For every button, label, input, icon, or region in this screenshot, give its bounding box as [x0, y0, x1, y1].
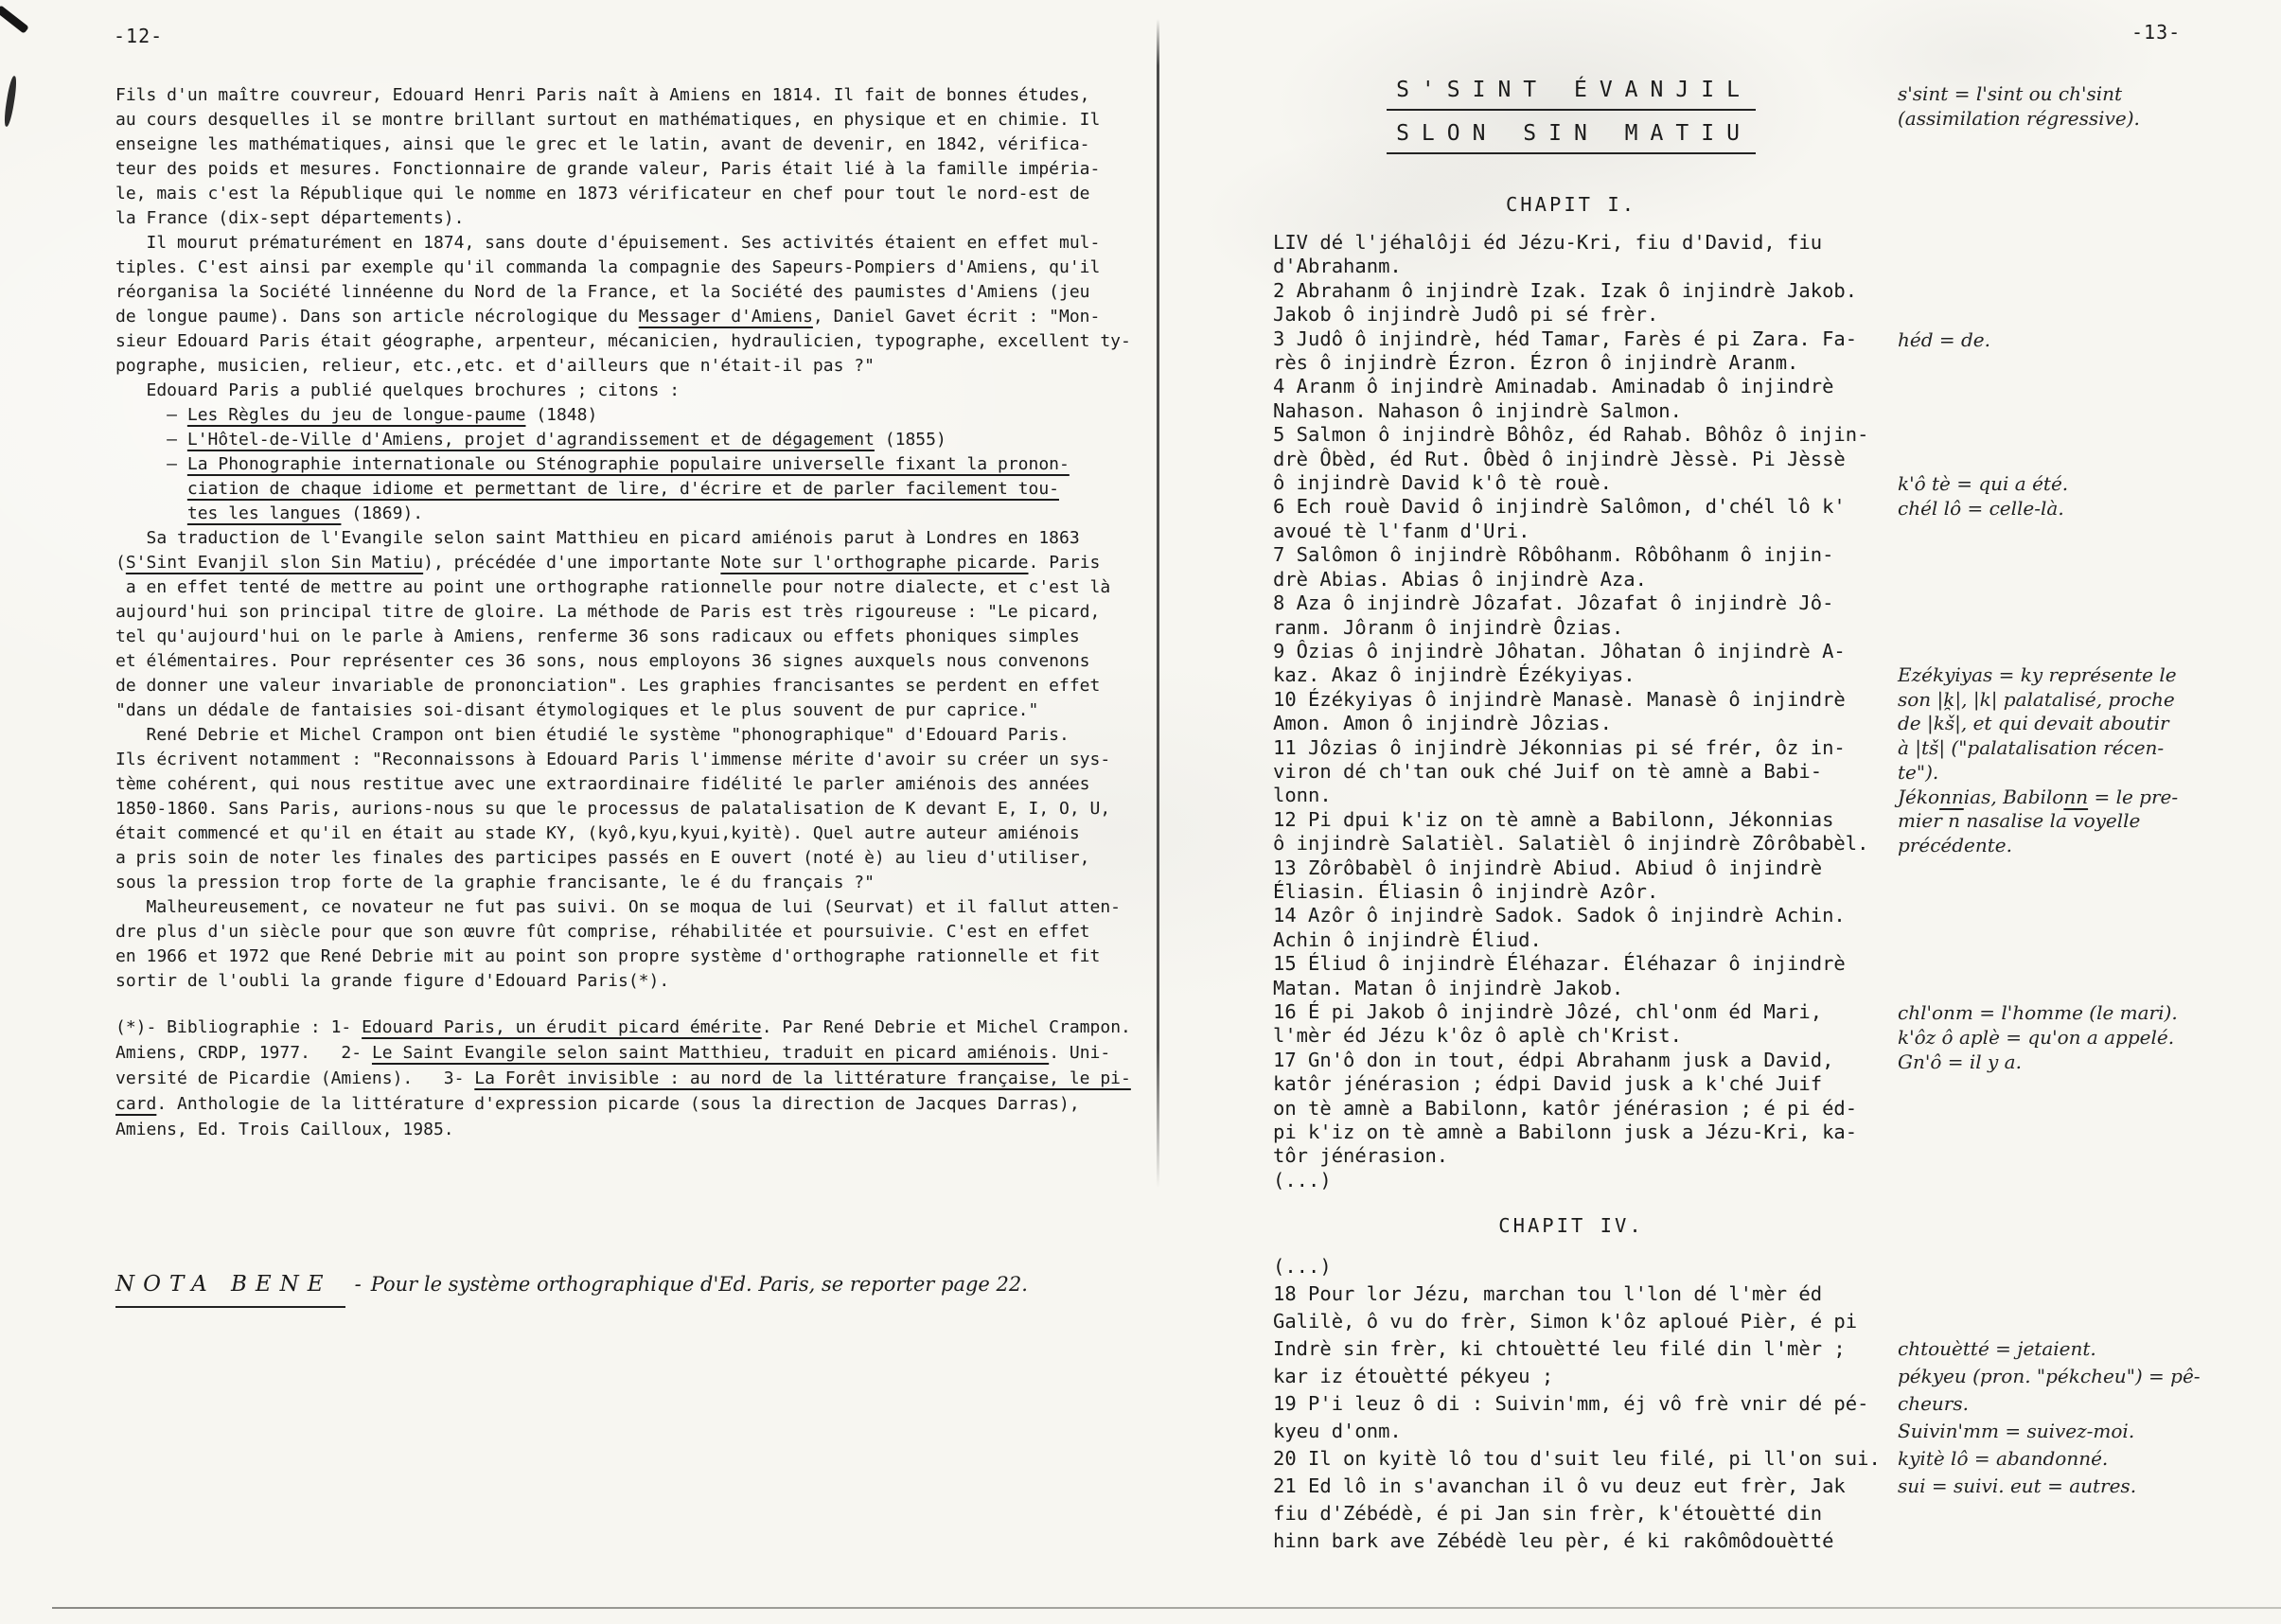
- text-segment: 4 Aranm ô injindrè Aminadab. Aminadab ô injindrè: [1273, 375, 1834, 398]
- left-page-bibliography: [115, 1015, 1131, 1142]
- text-line: [1898, 496, 2281, 521]
- text-line: [1273, 543, 1868, 567]
- text-line: [1273, 1335, 1881, 1363]
- text-segment: . Uni-: [1049, 1043, 1111, 1063]
- text-segment: lonn.: [1273, 784, 1332, 807]
- text-segment: sui = suivi. eut = autres.: [1898, 1474, 2137, 1497]
- text-segment: pékyeu (pron. "pékcheu") = pê-: [1898, 1365, 2201, 1387]
- left-page-body-text: [115, 83, 1131, 994]
- text-segment: 20 Il on kyitè lô tou d'suit leu filé, pi ll'on sui.: [1273, 1447, 1881, 1470]
- text-line: [115, 280, 1131, 305]
- text-line: [115, 182, 1131, 206]
- text-segment: drè Abias. Abias ô injindrè Aza.: [1273, 567, 1647, 591]
- text-segment: katôr jénérasion ; édpi David jusk a k'ché Juif: [1273, 1072, 1823, 1096]
- text-line: [1898, 1445, 2281, 1473]
- text-line: [1898, 688, 2281, 713]
- text-line: [115, 477, 1131, 502]
- text-line: [115, 502, 1131, 526]
- text-line: [115, 649, 1131, 674]
- text-segment: —: [115, 454, 187, 474]
- text-line: [1273, 760, 1868, 784]
- text-line: [115, 944, 1131, 969]
- text-line: [115, 871, 1131, 895]
- text-line: [1273, 423, 1868, 447]
- scan-smudge-icon: [3, 76, 18, 128]
- text-line: [115, 1066, 1131, 1091]
- text-segment: la France (dix-sept départements).: [115, 208, 465, 228]
- text-line: [1898, 786, 2281, 810]
- text-line: [1273, 255, 1868, 278]
- text-line: [115, 132, 1131, 157]
- text-line: [1273, 1363, 1881, 1390]
- text-line: [1273, 1308, 1881, 1335]
- text-segment: Jakob ô injindrè Judô pi sé frèr.: [1273, 303, 1659, 327]
- text-line: [1273, 279, 1868, 303]
- text-line: [115, 526, 1131, 551]
- text-segment: 9 Ôzias ô injindrè Jôhatan. Jôhatan ô injindrè A-: [1273, 639, 1846, 662]
- text-line: [1273, 568, 1868, 591]
- margin-note: [1898, 81, 2281, 131]
- text-segment: tiples. C'est ainsi par exemple qu'il commanda la compagnie des Sapeurs-Pompiers d'Amiens, qu'il: [115, 257, 1101, 277]
- text-segment: . Paris: [1028, 553, 1101, 573]
- text-line: [115, 575, 1131, 600]
- text-line: [1898, 809, 2281, 834]
- text-segment: Éliasin. Éliasin ô injindrè Azôr.: [1273, 879, 1659, 903]
- text-segment: chtouètté = jetaient.: [1898, 1337, 2096, 1360]
- text-line: [115, 772, 1131, 797]
- text-segment: k'ô tè = qui a été.: [1898, 472, 2069, 495]
- text-line: [1273, 640, 1868, 663]
- text-line: [115, 821, 1131, 846]
- text-segment: teur des poids et mesures. Fonctionnaire de grande valeur, Paris était lié à la famille impéria-: [115, 159, 1101, 179]
- text-segment: cheurs.: [1898, 1392, 1969, 1415]
- text-segment: aujourd'hui son principal titre de gloire. La méthode de Paris est très rigoureuse : "Le picard,: [115, 602, 1101, 622]
- underlined-text: S'Sint Evanjil slon Sin Matiu: [125, 553, 424, 573]
- text-line: [1273, 832, 1868, 856]
- underlined-text: L'Hôtel-de-Ville d'Amiens, projet d'agrandissement et de dégagement: [186, 430, 875, 450]
- text-segment: Matan. Matan ô injindrè Jakob.: [1273, 976, 1624, 999]
- text-line: [115, 379, 1131, 403]
- margin-note: [1898, 327, 2281, 352]
- text-segment: de longue paume). Dans son article nécrologique du: [115, 307, 639, 327]
- text-segment: Gn'ô = il y a.: [1898, 1050, 2022, 1073]
- text-segment: sieur Edouard Paris était géographe, arpenteur, mécanicien, hydraulicien, typographe, excellent ty-: [115, 331, 1131, 351]
- text-segment: de donner une valeur invariable de prononciation". Les graphies francisantes se perdent en effet: [115, 676, 1101, 696]
- text-line: [1273, 1144, 1868, 1168]
- text-segment: ), précédée d'une importante: [423, 553, 721, 573]
- text-line: [115, 108, 1131, 132]
- text-line: [1898, 106, 2281, 131]
- text-segment: 12 Pi dpui k'iz on tè amnè a Babilonn, Jékonnias: [1273, 807, 1834, 831]
- text-segment: sortir de l'oubli la grande figure d'Edouard Paris(*).: [115, 971, 670, 991]
- text-line: [1273, 1169, 1868, 1192]
- text-line: [1273, 1024, 1868, 1048]
- text-segment: Malheureusement, ce novateur ne fut pas suivi. On se moqua de lui (Seurvat) et il fallut atten-: [115, 897, 1122, 917]
- text-segment: était commencé et qu'il en était au stade KY, (kyô,kyu,kyui,kyitè). Quel autre auteur amiénois: [115, 823, 1080, 843]
- text-line: [115, 846, 1131, 871]
- text-segment: chl'onm = l'homme (le mari).: [1898, 1001, 2178, 1024]
- text-segment: enseigne les mathématiques, ainsi que le grec et le latin, avant de devenir, en 1842, vérifica-: [115, 134, 1090, 154]
- text-segment: 21 Ed lô in s'avanchan il ô vu deuz eut frèr, Jak: [1273, 1474, 1846, 1497]
- text-segment: dre plus d'un siècle pour que son œuvre fût comprise, réhabilitée et poursuivie. C'est en effet: [115, 922, 1090, 942]
- text-segment: 6 Ech rouè David ô injindrè Salômon, d'chél lô k': [1273, 495, 1846, 519]
- text-line: [115, 452, 1131, 477]
- text-line: [1273, 471, 1868, 495]
- text-segment: = le pre-: [2088, 785, 2179, 808]
- text-line: [115, 305, 1131, 329]
- text-line: [1898, 327, 2281, 352]
- text-segment: (1869).: [341, 503, 424, 523]
- text-segment: 17 Gn'ô don in tout, édpi Abrahanm jusk a David,: [1273, 1048, 1834, 1071]
- text-segment: ias, Babilo: [1963, 785, 2064, 808]
- chapter-1-text: [1273, 231, 1868, 1192]
- text-line: [1273, 375, 1868, 398]
- text-segment: a pris soin de noter les finales des participes passés en E ouvert (noté è) au lieu d'utiliser,: [115, 848, 1090, 868]
- text-line: [1898, 761, 2281, 786]
- text-segment: Ils écrivent notamment : "Reconnaissons à Edouard Paris l'immense mérite d'avoir su créer un sys-: [115, 750, 1111, 769]
- text-line: [115, 723, 1131, 748]
- text-segment: te").: [1898, 760, 1939, 784]
- text-segment: Achin ô injindrè Éliud.: [1273, 927, 1542, 951]
- text-segment: [115, 503, 187, 523]
- page-number-right: -13-: [2131, 21, 2182, 44]
- text-line: [115, 600, 1131, 625]
- text-segment: chél lô = celle-là.: [1898, 497, 2064, 520]
- text-segment: son |k̯|, |k| palatalisé, proche: [1898, 687, 2175, 711]
- text-segment: . Anthologie de la littérature d'expression picarde (sous la direction de Jacques Darras),: [156, 1094, 1080, 1114]
- text-line: [1273, 808, 1868, 832]
- text-segment: Amiens, CRDP, 1977. 2-: [115, 1043, 372, 1063]
- text-segment: 13 Zôrôbabèl ô injindrè Abiud. Abiud ô injindrè: [1273, 856, 1823, 879]
- text-line: [115, 256, 1131, 280]
- nota-bene-label: NOTA BENE: [115, 1272, 345, 1308]
- text-segment: 11 Jôzias ô injindrè Jékonnias pi sé frér, ôz in-: [1273, 735, 1846, 759]
- margin-notes-column: [1898, 0, 2281, 1624]
- text-line: [115, 969, 1131, 994]
- text-line: [1273, 1097, 1868, 1121]
- text-line: [115, 329, 1131, 354]
- text-segment: 5 Salmon ô injindrè Bôhôz, éd Rahab. Bôhôz ô injin-: [1273, 423, 1869, 447]
- text-segment: (...): [1273, 1255, 1332, 1278]
- text-line: [115, 625, 1131, 649]
- text-segment: 7 Salômon ô injindrè Rôbôhanm. Rôbôhanm ô injin-: [1273, 543, 1834, 567]
- text-segment: LIV dé l'jéhalôji éd Jézu-Kri, fiu d'David, fiu: [1273, 231, 1823, 254]
- text-line: [1273, 231, 1868, 255]
- text-segment: —: [115, 430, 187, 450]
- chapter-4-text: [1273, 1253, 1881, 1555]
- text-segment: . Par René Debrie et Michel Crampon.: [761, 1017, 1131, 1037]
- text-segment: au cours desquelles il se montre brillant surtout en mathématiques, en physique et en chimie. Il: [115, 110, 1101, 130]
- text-segment: Indrè sin frèr, ki chtouètté leu filé din l'mèr ;: [1273, 1337, 1846, 1360]
- text-segment: 2 Abrahanm ô injindrè Izak. Izak ô injindrè Jakob.: [1273, 278, 1858, 302]
- text-line: [115, 1040, 1131, 1066]
- text-segment: (1848): [525, 405, 598, 425]
- text-line: [1273, 856, 1868, 880]
- underlined-text: Messager d'Amiens: [638, 307, 813, 327]
- text-line: [1273, 952, 1868, 976]
- margin-note: [1898, 1335, 2281, 1500]
- text-segment: ô injindrè Salatièl. Salatièl ô injindrè Zôrôbabèl.: [1273, 832, 1869, 856]
- margin-note: [1898, 1000, 2281, 1074]
- text-segment: versité de Picardie (Amiens). 3-: [115, 1068, 475, 1088]
- text-segment: d'Abrahanm.: [1273, 255, 1402, 278]
- text-segment: 14 Azôr ô injindrè Sadok. Sadok ô injindrè Achin.: [1273, 904, 1846, 927]
- text-line: [1273, 616, 1868, 640]
- text-segment: tel qu'aujourd'hui on le parle à Amiens, renferme 36 sons radicaux ou effets phoniques simples: [115, 627, 1080, 646]
- text-segment: précédente.: [1898, 833, 2012, 856]
- text-line: [1273, 1280, 1881, 1308]
- text-line: [1898, 471, 2281, 496]
- text-segment: René Debrie et Michel Crampon ont bien étudié le système "phonographique" d'Edouard Paris.: [115, 725, 1070, 745]
- text-line: [1273, 977, 1868, 1000]
- text-segment: fiu d'Zébédè, é pi Jan sin frèr, k'étouètté din: [1273, 1502, 1823, 1525]
- text-line: [115, 797, 1131, 821]
- text-segment: Il mourut prématurément en 1874, sans doute d'épuisement. Ses activités étaient en effet mul-: [115, 233, 1101, 253]
- text-segment: , Daniel Gavet écrit : "Mon-: [812, 307, 1101, 327]
- text-segment: (: [115, 553, 126, 573]
- text-segment: ranm. Jôranm ô injindrè Ôzias.: [1273, 615, 1624, 639]
- text-line: [115, 698, 1131, 723]
- underlined-text: La Phonographie internationale ou Sténographie populaire universelle fixant la pronon-: [186, 454, 1070, 474]
- text-line: [1898, 1390, 2281, 1418]
- text-line: [1898, 1050, 2281, 1074]
- text-line: [115, 1117, 1131, 1142]
- text-line: [1273, 1121, 1868, 1144]
- text-line: [1898, 1025, 2281, 1050]
- text-segment: pographe, musicien, relieur, etc.,etc. et d'ailleurs que n'était-il pas ?": [115, 356, 875, 376]
- text-segment: 15 Éliud ô injindrè Éléhazar. Éléhazar ô injindrè: [1273, 952, 1846, 976]
- margin-note: [1898, 663, 2281, 858]
- text-line: [1273, 1049, 1868, 1072]
- text-segment: 16 É pi Jakob ô injindrè Jôzé, chl'onm éd Mari,: [1273, 1000, 1823, 1023]
- text-segment: Fils d'un maître couvreur, Edouard Henri Paris naît à Amiens en 1814. Il fait de bonnes études,: [115, 85, 1090, 105]
- text-segment: rès ô injindrè Ézron. Ézron ô injindrè Aranm.: [1273, 351, 1799, 375]
- text-segment: on tè amnè a Babilonn, katôr jénérasion ; é pi éd-: [1273, 1096, 1858, 1120]
- text-segment: —: [115, 405, 187, 425]
- text-line: [1273, 1390, 1881, 1418]
- text-line: [1898, 1000, 2281, 1025]
- text-segment: kaz. Akaz ô injindrè Ézékyiyas.: [1273, 663, 1636, 687]
- text-segment: tème cohérent, qui nous restitue avec une extraordinaire fidélité le parler amiénois des années: [115, 774, 1090, 794]
- text-segment: sous la pression trop forte de la graphie francisante, le é du français ?": [115, 873, 875, 892]
- gospel-title-line1: [1273, 78, 1869, 121]
- text-line: [115, 1091, 1131, 1117]
- text-line: [1273, 303, 1868, 327]
- underlined-text: Note sur l'orthographe picarde: [720, 553, 1029, 573]
- underlined-text: card: [115, 1094, 157, 1114]
- nota-bene-dash: -: [354, 1273, 362, 1296]
- text-segment: kyeu d'onm.: [1273, 1420, 1402, 1442]
- page-number-left: -12-: [114, 25, 164, 47]
- text-segment: Jéko: [1898, 785, 1940, 808]
- gospel-title-line2: [1273, 121, 1869, 165]
- text-segment: Edouard Paris a publié quelques brochures ; citons :: [115, 380, 681, 400]
- text-segment: a en effet tenté de mettre au point une orthographe rationnelle pour notre dialecte, et c'est là: [115, 577, 1111, 597]
- text-segment: ô injindrè David k'ô tè rouè.: [1273, 471, 1612, 495]
- text-segment: avoué tè l'fanm d'Uri.: [1273, 519, 1530, 542]
- underlined-text: ciation de chaque idiome et permettant de lire, d'écrire et de parler facilement tou-: [186, 479, 1059, 499]
- text-line: [1898, 736, 2281, 761]
- text-line: [1273, 1253, 1881, 1280]
- text-segment: drè Ôbèd, éd Rut. Ôbèd ô injindrè Jèssè. Pi Jèssè: [1273, 447, 1846, 470]
- text-segment: viron dé ch'tan ouk ché Juif on tè amnè a Babi-: [1273, 759, 1823, 783]
- text-segment: "dans un dédale de fantaisies soi-disant étymologiques et le plus souvent de pur caprice.": [115, 700, 1039, 720]
- underlined-text: tes les langues: [186, 503, 342, 523]
- text-line: [1898, 663, 2281, 688]
- text-segment: à |tš| ("palatalisation récen-: [1898, 736, 2165, 760]
- text-line: [1898, 81, 2281, 106]
- text-segment: réorganisa la Société linnéenne du Nord de la France, et la Société des paumistes d'Amiens (jeu: [115, 282, 1090, 302]
- text-segment: l'mèr éd Jézu k'ôz ô aplè ch'Krist.: [1273, 1024, 1682, 1048]
- text-segment: tôr jénérasion.: [1273, 1144, 1449, 1168]
- text-line: [1273, 1445, 1881, 1473]
- text-line: [115, 920, 1131, 944]
- text-line: [1898, 1473, 2281, 1500]
- nota-bene-text: Pour le système orthographique d'Ed. Paris, se reporter page 22.: [370, 1273, 1028, 1296]
- text-line: [1273, 327, 1868, 351]
- text-segment: kar iz étouètté pékyeu ;: [1273, 1365, 1554, 1387]
- text-line: [1898, 712, 2281, 736]
- text-segment: 18 Pour lor Jézu, marchan tou l'lon dé l'mèr éd: [1273, 1282, 1823, 1305]
- text-segment: (...): [1273, 1168, 1332, 1192]
- text-segment: Amiens, Ed. Trois Cailloux, 1985.: [115, 1120, 454, 1139]
- text-segment: le, mais c'est la République qui le nomme en 1873 vérificateur en chef pour tout le nord-est de: [115, 184, 1090, 203]
- text-segment: (1855): [874, 430, 946, 450]
- text-line: [1898, 1363, 2281, 1390]
- text-line: [1273, 880, 1868, 904]
- text-line: [1273, 712, 1868, 735]
- text-segment: Ezékyiyas = ky représente le: [1898, 663, 2177, 686]
- text-line: [1273, 1000, 1868, 1024]
- text-line: [1273, 1527, 1881, 1555]
- text-line: [1273, 495, 1868, 519]
- text-line: [1273, 663, 1868, 687]
- page-gutter-line: [1157, 19, 1159, 1188]
- text-line: [115, 674, 1131, 698]
- text-segment: 1850-1860. Sans Paris, aurions-nous su que le processus de palatalisation de K devant E, I, O, U,: [115, 799, 1111, 819]
- underlined-text: La Forêt invisible : au nord de la littérature française, le pi-: [474, 1068, 1131, 1088]
- text-line: [1273, 1072, 1868, 1096]
- text-segment: pi k'iz on tè amnè a Babilonn jusk a Jézu-Kri, ka-: [1273, 1121, 1858, 1144]
- text-line: [115, 428, 1131, 452]
- underlined-text: nn: [1939, 785, 1964, 808]
- text-segment: 10 Ézékyiyas ô injindrè Manasè. Manasè ô injindrè: [1273, 687, 1846, 711]
- text-line: [1273, 399, 1868, 423]
- text-line: [115, 551, 1131, 575]
- text-line: [115, 231, 1131, 256]
- text-line: [115, 354, 1131, 379]
- text-line: [115, 83, 1131, 108]
- text-segment: en 1966 et 1972 que René Debrie mit au point son propre système d'orthographe rationnelle et fit: [115, 946, 1101, 966]
- text-line: [1273, 736, 1868, 760]
- text-segment: s'sint = l'sint ou ch'sint: [1898, 82, 2123, 105]
- underlined-text: nn: [2063, 785, 2089, 808]
- text-line: [1273, 520, 1868, 543]
- text-segment: héd = de.: [1898, 328, 1990, 351]
- text-segment: mier n nasalise la voyelle: [1898, 809, 2141, 833]
- text-segment: 19 P'i leuz ô di : Suivin'mm, éj vô frè vnir dé pé-: [1273, 1392, 1869, 1415]
- text-line: [1273, 448, 1868, 471]
- text-segment: hinn bark ave Zébédè leu pèr, é ki rakômôdouètté: [1273, 1529, 1834, 1552]
- text-line: [115, 1015, 1131, 1040]
- text-segment: 8 Aza ô injindrè Jôzafat. Jôzafat ô injindrè Jô-: [1273, 591, 1834, 615]
- chapter-1-heading: CHAPIT I.: [1505, 193, 1637, 216]
- gospel-title-text: SLON SIN MATIU: [1387, 121, 1756, 154]
- text-line: [115, 206, 1131, 231]
- text-line: [1273, 1473, 1881, 1500]
- gospel-title-text: S'SINT ÉVANJIL: [1387, 78, 1756, 111]
- text-line: [1273, 1418, 1881, 1445]
- text-segment: Suivin'mm = suivez-moi.: [1898, 1420, 2135, 1442]
- text-segment: k'ôz ô aplè = qu'on a appelé.: [1898, 1026, 2175, 1049]
- text-segment: Galilè, ô vu do frèr, Simon k'ôz aploué Pièr, é pi: [1273, 1310, 1858, 1333]
- text-line: [1273, 351, 1868, 375]
- margin-note: [1898, 471, 2281, 521]
- text-line: [1273, 928, 1868, 952]
- text-line: [1273, 591, 1868, 615]
- text-line: [1898, 1335, 2281, 1363]
- underlined-text: Les Règles du jeu de longue-paume: [186, 405, 526, 425]
- underlined-text: Le Saint Evangile selon saint Matthieu, traduit en picard amiénois: [371, 1043, 1050, 1063]
- gospel-title: [1273, 78, 1869, 165]
- text-line: [1898, 1418, 2281, 1445]
- text-segment: Amon. Amon ô injindrè Jôzias.: [1273, 712, 1612, 735]
- text-segment: Sa traduction de l'Evangile selon saint Matthieu en picard amiénois parut à Londres en 1863: [115, 528, 1080, 548]
- text-line: [1273, 1500, 1881, 1527]
- text-segment: et élémentaires. Pour représenter ces 36 sons, nous employons 36 signes auxquels nous convenons: [115, 651, 1090, 671]
- text-line: [1273, 784, 1868, 807]
- text-line: [115, 748, 1131, 772]
- text-line: [1273, 904, 1868, 927]
- text-segment: 3 Judô ô injindrè, héd Tamar, Farès é pi Zara. Fa-: [1273, 327, 1858, 350]
- text-segment: (assimilation régressive).: [1898, 107, 2140, 130]
- text-line: [1273, 688, 1868, 712]
- chapter-4-heading: CHAPIT IV.: [1498, 1214, 1644, 1237]
- text-line: [1898, 834, 2281, 858]
- text-segment: [115, 479, 187, 499]
- text-line: [115, 895, 1131, 920]
- text-segment: Nahason. Nahason ô injindrè Salmon.: [1273, 398, 1682, 422]
- text-line: [115, 403, 1131, 428]
- text-segment: de |kš|, et qui devait aboutir: [1898, 712, 2169, 735]
- text-line: [115, 157, 1131, 182]
- nota-bene: [115, 1272, 1028, 1308]
- text-segment: (*)- Bibliographie : 1-: [115, 1017, 362, 1037]
- scan-smudge-icon: [0, 5, 29, 33]
- underlined-text: Edouard Paris, un érudit picard émérite: [362, 1017, 762, 1037]
- text-segment: kyitè lô = abandonné.: [1898, 1447, 2109, 1470]
